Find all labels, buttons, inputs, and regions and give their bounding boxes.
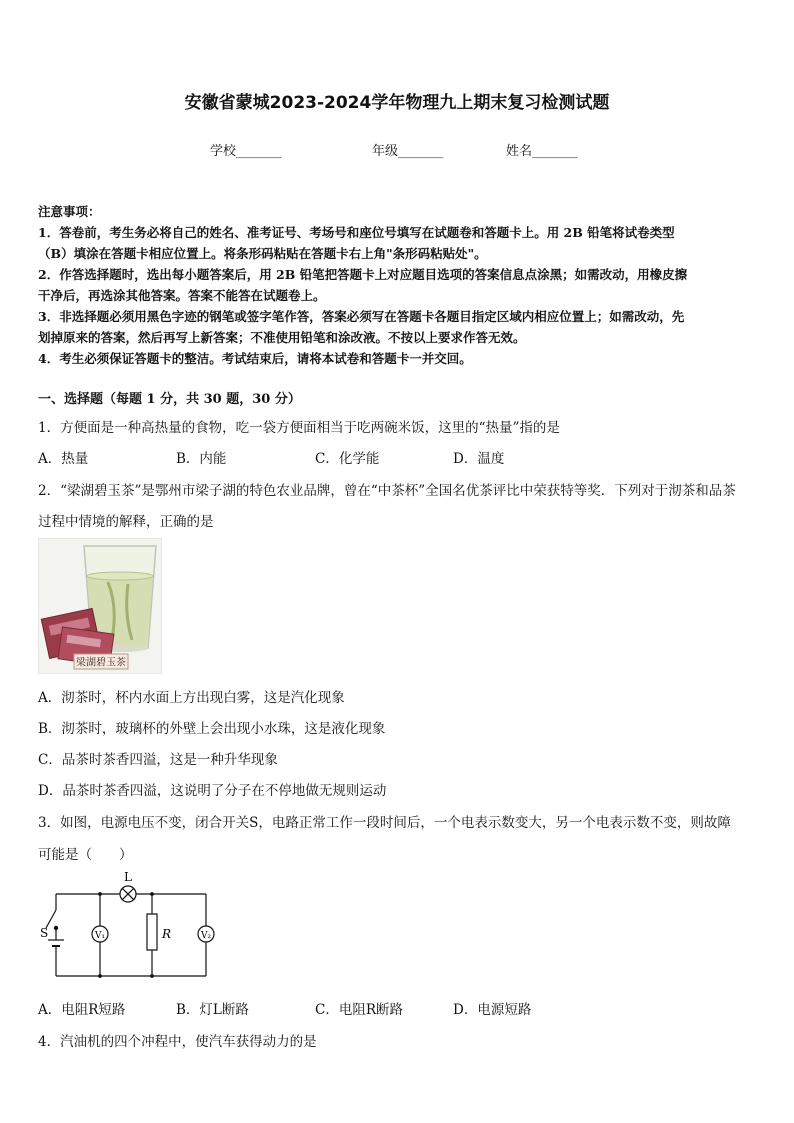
page-title: 安徽省蒙城2023-2024学年物理九上期末复习检测试题 [184,93,610,113]
notice-line: 1．答卷前，考生务必将自己的姓名、准考证号、考场号和座位号填写在试题卷和答题卡上。用 2B 铅笔将试卷类型 [38,225,675,240]
q1-option-c: C．化学能 [315,451,380,467]
tea-photo [38,538,162,674]
school-field: 学校_______ [210,144,282,159]
circuit-label-v2: V₂ [200,931,212,941]
name-field: 姓名_______ [506,144,578,159]
q3-option-b: B．灯L断路 [176,1002,249,1018]
question-4-stem: 4．汽油机的四个冲程中，使汽车获得动力的是 [38,1034,317,1050]
circuit-label-v1: V₁ [94,931,106,941]
notice-line: 划掉原来的答案，然后再写上新答案；不准使用铅笔和涂改液。不按以上要求作答无效。 [38,330,526,345]
q2-option-c: C．品茶时茶香四溢，这是一种升华现象 [38,752,278,768]
notice-line: 2．作答选择题时，选出每小题答案后，用 2B 铅笔把答题卡上对应题目选项的答案信息点涂黑；如需改动，用橡皮擦 [38,267,688,282]
question-2-stem: 2．“梁湖碧玉茶”是鄂州市梁子湖的特色农业品牌，曾在“中茶杯”全国名优茶评比中荣获特等奖．下列对于沏茶和品茶 [38,483,736,499]
circuit-label-switch: S [40,926,49,940]
notice-line: 干净后，再选涂其他答案。答案不能答在试题卷上。 [38,288,326,303]
q1-option-d: D．温度 [453,451,505,467]
tea-photo-caption: 梁湖碧玉茶 [76,657,126,669]
grade-field: 年级_______ [372,144,444,159]
q1-option-a: A．热量 [38,451,89,467]
q3-option-c: C．电阻R断路 [315,1002,403,1018]
section-heading: 一、选择题（每题 1 分，共 30 题，30 分） [38,392,301,407]
question-1-stem: 1．方便面是一种高热量的食物，吃一袋方便面相当于吃两碗米饭，这里的“热量”指的是 [38,420,560,436]
question-2-stem-cont: 过程中情境的解释，正确的是 [38,514,214,530]
notice-line: （B）填涂在答题卡相应位置上。将条形码粘贴在答题卡右上角"条形码粘贴处"。 [38,246,487,261]
circuit-label-lamp: L [124,870,132,884]
q3-option-a: A．电阻R短路 [38,1002,126,1018]
notice-heading: 注意事项： [38,204,101,219]
q1-option-b: B．内能 [176,451,227,467]
circuit-diagram [36,870,216,985]
question-3-stem: 3．如图，电源电压不变，闭合开关S，电路正常工作一段时间后，一个电表示数变大，另一个电表示数不变，则故障 [38,815,731,831]
notice-line: 3．非选择题必须用黑色字迹的钢笔或签字笔作答，答案必须写在答题卡各题目指定区域内相应位置上；如需改动，先 [38,309,685,324]
q2-option-a: A．沏茶时，杯内水面上方出现白雾，这是汽化现象 [38,690,345,706]
q2-option-d: D．品茶时茶香四溢，这说明了分子在不停地做无规则运动 [38,783,387,799]
notice-line: 4．考生必须保证答题卡的整洁。考试结束后，请将本试卷和答题卡一并交回。 [38,351,472,366]
question-3-stem-cont: 可能是（ ） [38,847,133,863]
q2-option-b: B．沏茶时，玻璃杯的外壁上会出现小水珠，这是液化现象 [38,721,386,737]
circuit-label-r: R [162,927,172,941]
q3-option-d: D．电源短路 [453,1002,532,1018]
